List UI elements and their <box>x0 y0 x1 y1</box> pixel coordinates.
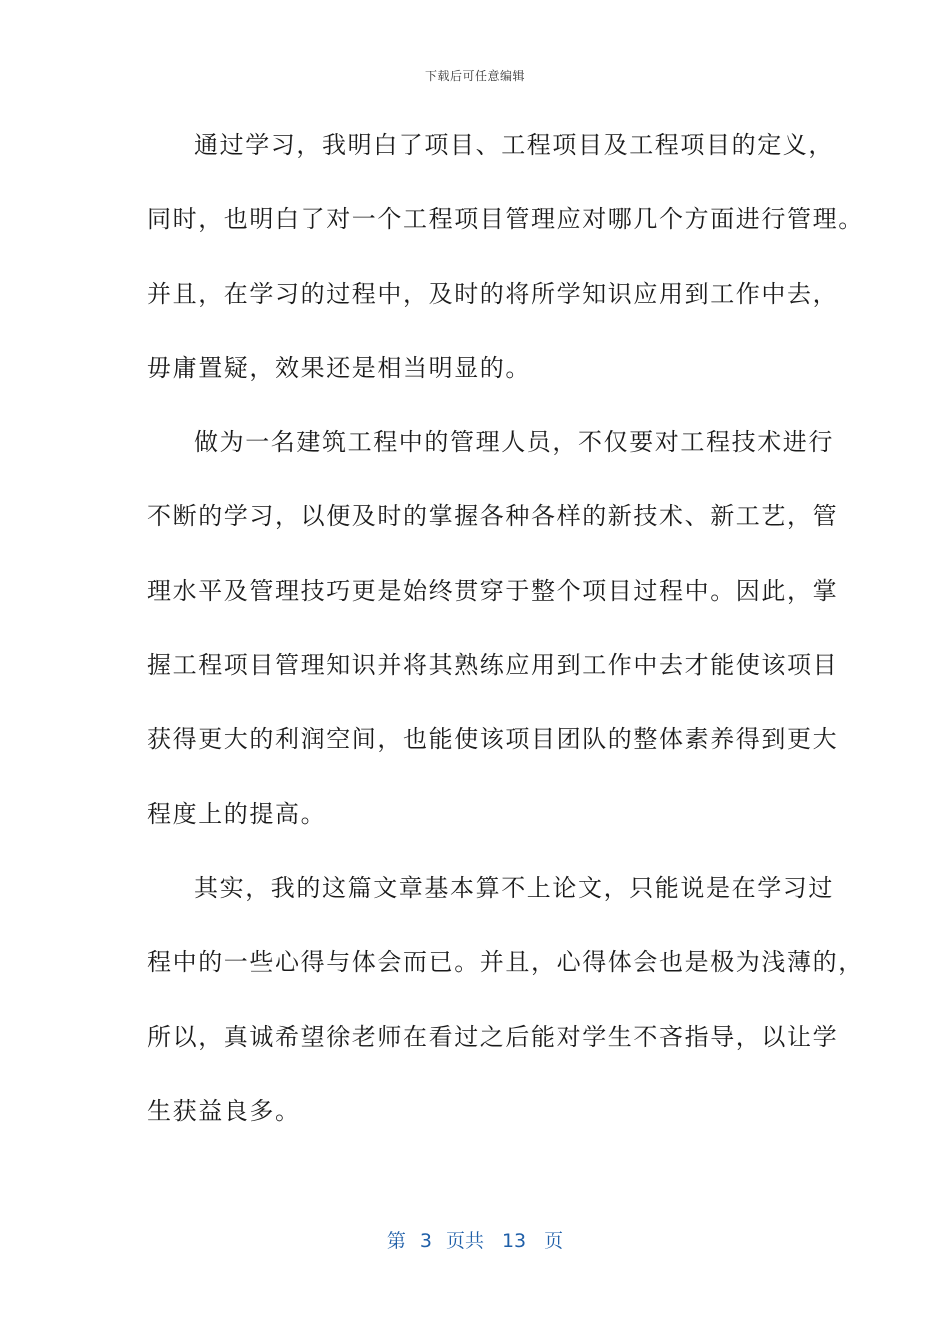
paragraph-line: 生获益良多。 <box>147 1096 301 1125</box>
paragraph-line: 其实，我的这篇文章基本算不上论文，只能说是在学习过 <box>194 873 834 902</box>
paragraph-line: 做为一名建筑工程中的管理人员，不仅要对工程技术进行 <box>194 428 834 457</box>
paragraph-line: 程中的一些心得与体会而已。并且，心得体会也是极为浅薄的， <box>147 948 864 977</box>
paragraph-line: 同时，也明白了对一个工程项目管理应对哪几个方面进行管理。 <box>147 205 864 234</box>
document-body <box>147 118 864 1158</box>
paragraph-line: 握工程项目管理知识并将其熟练应用到工作中去才能使该项目 <box>147 651 839 680</box>
paragraph-line: 所以，真诚希望徐老师在看过之后能对学生不吝指导，以让学 <box>147 1022 839 1051</box>
paragraph-line: 并且，在学习的过程中，及时的将所学知识应用到工作中去， <box>147 279 839 308</box>
paragraph-line: 毋庸置疑，效果还是相当明显的。 <box>147 353 531 382</box>
footer-suffix: 页 <box>544 1230 564 1252</box>
paragraph-line: 通过学习，我明白了项目、工程项目及工程项目的定义， <box>194 131 834 159</box>
paragraph-line: 程度上的提高。 <box>147 799 327 828</box>
page-footer <box>0 1226 950 1253</box>
current-page-number: 3 <box>419 1230 432 1252</box>
header-note: 下载后可任意编辑 <box>424 69 525 83</box>
paragraph-line: 不断的学习，以便及时的掌握各种各样的新技术、新工艺，管 <box>147 502 839 531</box>
paragraph-line: 获得更大的利润空间，也能使该项目团队的整体素养得到更大 <box>147 725 839 754</box>
total-pages-number: 13 <box>501 1230 527 1252</box>
paragraph-line: 理水平及管理技巧更是始终贯穿于整个项目过程中。因此，掌 <box>147 576 839 605</box>
footer-prefix: 第 <box>386 1230 406 1252</box>
footer-middle: 页共 <box>445 1230 484 1252</box>
